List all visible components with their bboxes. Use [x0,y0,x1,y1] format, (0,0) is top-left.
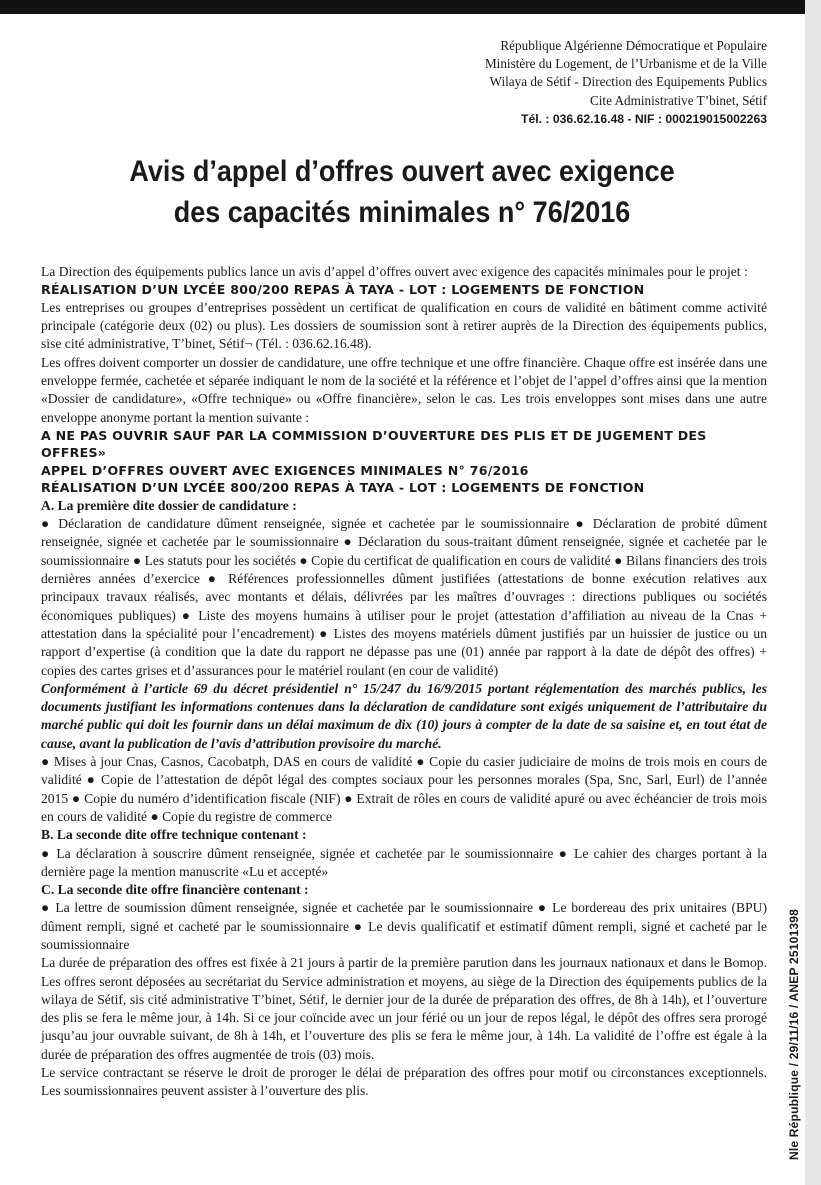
header-line-republic: République Algérienne Démocratique et Populaire [500,38,767,53]
section-c-heading: C. La seconde dite offre financière contenant : [41,882,309,898]
header-line-wilaya: Wilaya de Sétif - Direction des Equipements Publics [489,74,767,90]
sidebar-reference-text: Nle République / 29/11/16 / ANEP 25101398 [787,909,801,1160]
project-title: RÉALISATION D’UN LYCÉE 800/200 REPAS À TAYA - LOT : LOGEMENTS DE FONCTION [41,282,645,298]
envelope-appel: APPEL D’OFFRES OUVERT AVEC EXIGENCES MINIMALES N° 76/2016 [41,462,529,478]
title-line-2: des capacités minimales n° 76/2016 [173,196,631,229]
title-line-1: Avis d’appel d’offres ouvert avec exigence [129,155,675,188]
section-b-heading: B. La seconde dite offre technique contenant : [41,827,307,843]
header-line-contact: Tél. : 036.62.16.48 - NIF : 000219015002263 [521,111,767,126]
service-paragraph: Le service contractant se réserve le droit de proroger le délai de préparation des offres pour motif ou circonstances exceptionnels. Les soumissionnaires peuvent assister à l’ouverture des plis. [41,1065,767,1099]
mises-a-jour-list: ● Mises à jour Cnas, Casnos, Cacobatph, DAS en cours de validité ● Copie du casier judiciaire de moins de trois mois en cours de validité ● Copie de l’attestation de dépôt légal des comptes sociaux pour les personnes morales (Spa, Snc, Sarl, Eurl) de l’année 2015 ● Copie du numéro d’identification fiscale (NIF) ● Extrait de rôles en cours de validité apuré ou avec échéancier de trois mois en cours de validité ● Copie du registre de commerce [41,754,767,824]
envelope-realisation: RÉALISATION D’UN LYCÉE 800/200 REPAS À TAYA - LOT : LOGEMENTS DE FONCTION [41,480,645,496]
section-c-list: ● La lettre de soumission dûment renseignée, signée et cachetée par le soumissionnaire ● Le bordereau des prix unitaires (BPU) dûment rempli, signé et cacheté par le soumissionnaire ● Le devis qualificatif et estimatif dûment rempli, signé et cacheté par le soumissionnaire [41,900,767,952]
envelope-mention: A NE PAS OUVRIR SAUF PAR LA COMMISSION D’OUVERTURE DES PLIS ET DE JUGEMENT DES OFFRES» [41,427,707,461]
section-a-list: ● Déclaration de candidature dûment renseignée, signée et cachetée par le soumissionnaire ● Déclaration de probité dûment renseignée, signée et cachetée par le soumissionnaire ● Déclaration du sous-traitant dûment renseignée, signée et cachetée par le soumissionnaire ● Les statuts pour les sociétés ● Copie du certificat de qualification en cours de validité ● Bilans financiers des trois dernières années d’exercice ● Références professionnelles dûment justifiées (attestations de bonne exécution relatives aux principaux travaux réalisés, avec montants et délais, délivrées par les maîtres d’ouvrages : directions publiques ou sociétés économiques publiques) ● Liste des moyens humains à utiliser pour le projet (attestation d’affiliation au niveau de la Cnas + attestation dans la spécialité pour l’encadrement) ● Listes des moyens matériels dûment justifiés par un huissier de justice ou un rapport d’expertise (à condition que la date du rapport ne dépasse pas une (01) année par rapport à la date de dépôt des offres) + copies des cartes grises et d’assurances pour le matériel roulant (en cour de validité) [41,516,767,678]
notice-title [76,151,728,233]
entreprises-paragraph: Les entreprises ou groupes d’entreprises possèdent un certificat de qualification en cours de validité en bâtiment comme activité principale (catégorie deux (02) ou plus). Les dossiers de soumission sont à retirer auprès de la Direction des équipements publics, sise cité administrative, T’binet, Sétif¬ (Tél. : 036.62.16.48). [41,299,767,352]
notice-body [41,263,767,1101]
section-a-heading: A. La première dite dossier de candidature : [41,497,297,513]
right-margin-strip [805,0,821,1185]
header-line-address: Cite Administrative T’binet, Sétif [589,92,767,108]
section-b-list: ● La déclaration à souscrire dûment renseignée, signée et cachetée par le soumissionnaire ● Le cahier des charges portant à la dernière page la mention manuscrite «Lu et accepté» [41,845,767,879]
top-bar [0,0,805,14]
intro-paragraph: La Direction des équipements publics lance un avis d’appel d’offres ouvert avec exigence des capacités minimales pour le projet : [41,264,748,279]
duree-paragraph: La durée de préparation des offres est fixée à 21 jours à partir de la première parution dans les journaux nationaux et dans le Bomop. Les offres seront déposées au secrétariat du Service administration et moyens, au siège de la Direction des équipements publics de la wilaya de Sétif, sis cité administrative T’binet, Sétif, le dernier jour de la durée de préparation des offres, de 8h à 14h), et l’ouverture des plis se fera le même jour, à 14h. Si ce jour coïncide avec un jour férié ou un jour de repos légal, le dépôt des offres sera prorogé jusqu’au jour ouvrable suivant, de 8h à 14h, et l’ouverture des plis se fera le même jour, à 14h. La validité de l’offre est égale à la durée de préparation des offres augmentée de trois (03) mois. [41,955,767,1062]
conformement-paragraph: Conformément à l’article 69 du décret présidentiel n° 15/247 du 16/9/2015 portant réglementation des marchés publics, les documents justifiant les informations contenues dans la déclaration de candidature sont exigés uniquement de l’attributaire du marché public qui doit les fournir dans un délai maximum de dix (10) jours à compter de la date de sa saisine et, en tout état de cause, avant la publication de l’avis d’attribution provisoire du marché. [41,680,767,751]
offres-paragraph: Les offres doivent comporter un dossier de candidature, une offre technique et une offre financière. Chaque offre est insérée dans une enveloppe fermée, cachetée et séparée indiquant le nom de la société et la référence et l’objet de l’appel d’offres ainsi que la mention «Dossier de candidature», «Offre technique» ou «Offre financière», selon le cas. Les trois enveloppes sont mises dans une autre enveloppe anonyme portant la mention suivante : [41,354,767,425]
header-line-ministry: Ministère du Logement, de l’Urbanisme et de la Ville [484,56,767,72]
issuer-header [485,37,767,128]
